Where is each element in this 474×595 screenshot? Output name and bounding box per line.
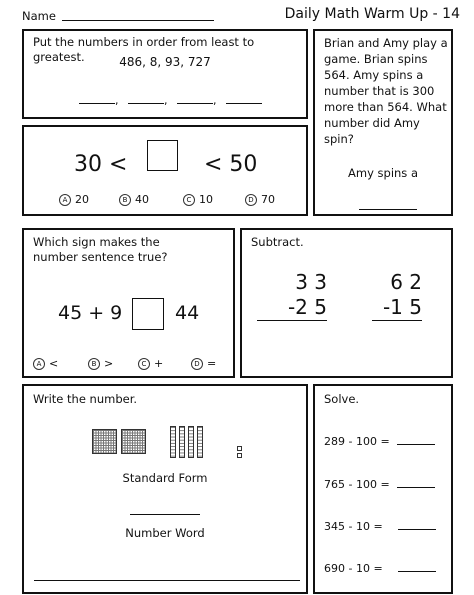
sign-left: 45 + 9 <box>58 302 123 324</box>
page-title: Daily Math Warm Up - 14 <box>284 6 460 22</box>
equation: 289 - 100 = <box>324 432 435 449</box>
answer-blank[interactable] <box>359 209 417 210</box>
order-blank[interactable] <box>177 91 213 104</box>
compare-right: < 50 <box>204 152 258 177</box>
compare-answer-box[interactable] <box>147 140 178 171</box>
equation: 690 - 10 = <box>324 559 436 576</box>
order-blank[interactable] <box>79 91 115 104</box>
answer-blank[interactable] <box>397 475 435 488</box>
subtraction-problem <box>372 270 422 321</box>
word-problem-text: Brian and Amy play a game. Brian spins 564. Amy spins a number that is 300 more than 564. What number did Amy spin? <box>324 36 448 146</box>
tens-rod <box>197 426 203 458</box>
compare-problem-box <box>22 125 308 216</box>
base-ten-blocks <box>92 426 252 462</box>
name-field[interactable] <box>62 20 214 21</box>
solve-problem-box <box>313 384 453 594</box>
sign-prompt: Which sign makes the number sentence true? <box>33 235 168 264</box>
option[interactable]: A 20 <box>59 193 89 206</box>
standard-form-label: Standard Form <box>122 471 208 485</box>
equation: 765 - 100 = <box>324 475 435 492</box>
word-problem-box <box>313 29 453 216</box>
ones-cube <box>237 453 242 458</box>
option[interactable]: C + <box>138 357 163 370</box>
option[interactable]: D 70 <box>245 193 275 206</box>
option[interactable]: B > <box>88 357 113 370</box>
hundreds-block <box>92 429 117 454</box>
order-blank[interactable] <box>128 91 164 104</box>
subtraction-problem <box>257 270 327 321</box>
minuend: 6 2 <box>390 270 422 294</box>
number-word-answer-line[interactable] <box>34 580 300 581</box>
minuend: 3 3 <box>295 270 327 294</box>
order-answer-blanks[interactable]: , , , <box>79 91 262 107</box>
name-label: Name <box>22 9 56 23</box>
subtrahend: -2 5 <box>257 295 327 321</box>
write-number-title: Write the number. <box>33 392 138 406</box>
hundreds-block <box>121 429 146 454</box>
answer-blank[interactable] <box>397 432 435 445</box>
option[interactable]: A < <box>33 357 58 370</box>
order-numbers: 486, 8, 93, 727 <box>119 55 211 69</box>
sign-problem-box <box>22 228 235 378</box>
subtrahend: -1 5 <box>372 295 422 321</box>
subtract-title: Subtract. <box>251 235 304 249</box>
subtract-problem-box <box>240 228 453 378</box>
option[interactable]: D = <box>191 357 216 370</box>
tens-rod <box>188 426 194 458</box>
order-prompt: Put the numbers in order from least to greatest. <box>33 35 255 64</box>
number-word-label: Number Word <box>125 526 205 540</box>
number-word-blank[interactable] <box>130 514 200 515</box>
option[interactable]: C 10 <box>183 193 213 206</box>
answer-blank[interactable] <box>398 559 436 572</box>
solve-title: Solve. <box>324 392 360 406</box>
ones-cube <box>237 446 242 451</box>
equation: 345 - 10 = <box>324 517 436 534</box>
tens-rod <box>179 426 185 458</box>
order-problem-box <box>22 29 308 119</box>
sign-right: 44 <box>175 302 200 324</box>
compare-left: 30 < <box>74 152 128 177</box>
option[interactable]: B 40 <box>119 193 149 206</box>
write-number-box <box>22 384 308 594</box>
sign-answer-box[interactable] <box>132 298 164 330</box>
answer-blank[interactable] <box>398 517 436 530</box>
tens-rod <box>170 426 176 458</box>
order-blank[interactable] <box>226 91 262 104</box>
answer-label: Amy spins a <box>348 166 418 180</box>
